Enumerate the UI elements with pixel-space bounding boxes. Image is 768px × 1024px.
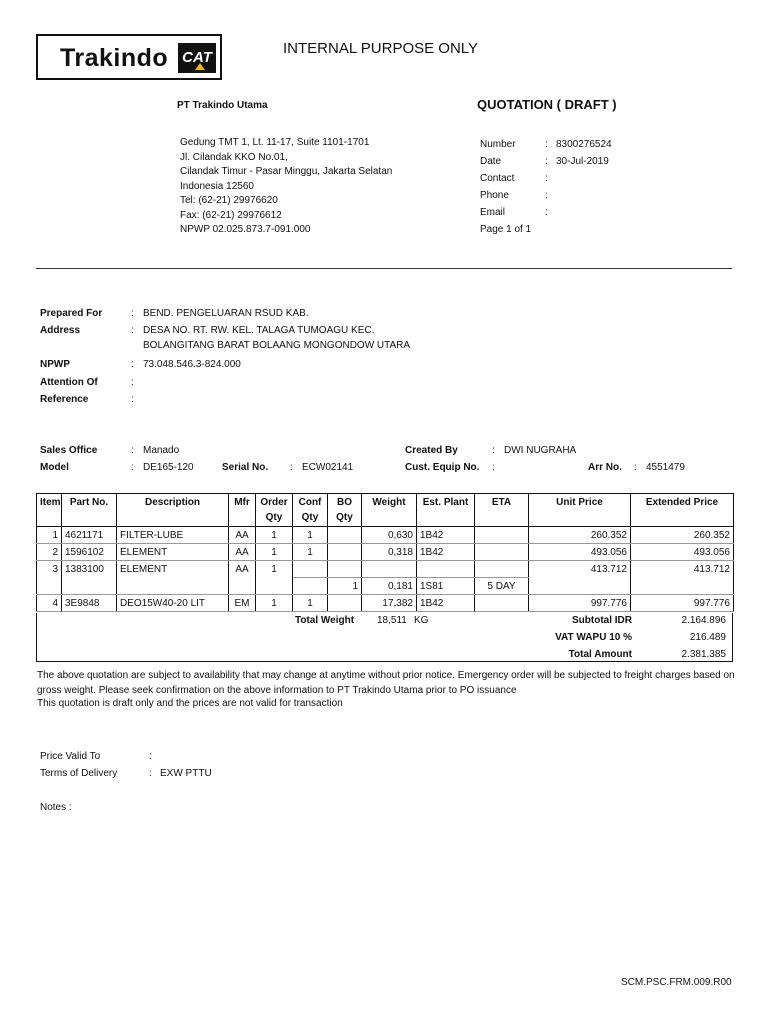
page-indicator: Page 1 of 1 <box>480 224 532 235</box>
customer-address-line2: BOLANGITANG BARAT BOLAANG MONGONDOW UTARA <box>143 340 411 351</box>
col-eta: ETA <box>475 494 529 527</box>
internal-purpose-banner: INTERNAL PURPOSE ONLY <box>283 40 479 57</box>
reference-label: Reference <box>40 394 89 405</box>
arr-no-value: 4551479 <box>646 462 685 473</box>
contact-label: Contact <box>480 173 515 184</box>
table-header-row <box>37 494 734 527</box>
address-line: Gedung TMT 1, Lt. 11-17, Suite 1101-1701 <box>180 137 370 148</box>
customer-address-line1: DESA NO. RT. RW. KEL. TALAGA TUMOAGU KEC. <box>143 325 375 336</box>
col-weight: Weight <box>362 494 417 527</box>
table-row: 2 1596102 ELEMENT AA 1 1 0,318 1B42 493.056 493.056 <box>37 544 734 561</box>
serial-label: Serial No. <box>222 462 269 473</box>
table-row: 4 3E9848 DEO15W40-20 LIT EM 1 1 17,382 1B42 997.776 997.776 <box>37 595 734 612</box>
npwp-value: 73.048.546.3-824.000 <box>143 359 241 370</box>
model-label: Model <box>40 462 69 473</box>
doc-info-values <box>556 136 612 170</box>
weight-unit: KG <box>414 615 429 626</box>
address-line: Cilandak Timur - Pasar Minggu, Jakarta Selatan <box>180 166 393 177</box>
quotation-date: 30-Jul-2019 <box>556 156 609 167</box>
address-line: Indonesia 12560 <box>180 180 254 192</box>
address-line: Jl. Cilandak KKO No.01, <box>180 151 288 163</box>
table-row: 3 1383100 ELEMENT AA 1 413.712 413.712 <box>37 561 734 578</box>
arr-no-label: Arr No. <box>588 462 622 473</box>
delivery-terms-value: EXW PTTU <box>160 768 212 779</box>
subtotal-label: Subtotal IDR <box>572 615 632 626</box>
col-part-no: Part No. <box>62 494 117 527</box>
table-row: 1 4621171 FILTER-LUBE AA 1 1 0,630 1B42 260.352 260.352 <box>37 527 734 544</box>
sales-office-value: Manado <box>143 445 180 456</box>
subtotal-value: 2.164.896 <box>681 615 726 626</box>
attention-label: Attention Of <box>40 377 98 388</box>
draft-note: This quotation is draft only and the prices are not valid for transaction <box>37 698 343 709</box>
address-line: Fax: (62-21) 29976612 <box>180 209 282 221</box>
header-divider <box>36 268 732 269</box>
total-amount-label: Total Amount <box>568 649 632 660</box>
terms-line: The above quotation are subject to availability that may change at anytime without prior notice. Emergency order will be subjected to freight charges based on <box>37 670 735 681</box>
col-est-plant: Est. Plant <box>417 494 475 527</box>
created-by-value: DWI NUGRAHA <box>504 445 577 456</box>
total-amount-value: 2.381.385 <box>681 649 726 660</box>
col-mfr: Mfr <box>229 494 256 527</box>
prepared-for-value: BEND. PENGELUARAN RSUD KAB. <box>143 308 309 319</box>
date-label: Date <box>480 156 502 167</box>
model-value: DE165-120 <box>143 462 194 473</box>
npwp-label: NPWP <box>40 359 70 370</box>
delivery-terms-label: Terms of Delivery <box>40 768 118 779</box>
company-name: PT Trakindo Utama <box>177 100 268 111</box>
quotation-items-table <box>36 493 734 612</box>
cust-equip-label: Cust. Equip No. <box>405 462 480 473</box>
col-order-qty: Order Qty <box>256 494 293 527</box>
address-line: Tel: (62-21) 29976620 <box>180 195 278 206</box>
number-label: Number <box>480 139 516 150</box>
address-line: NPWP 02.025.873.7-091.000 <box>180 224 311 235</box>
prepared-for-label: Prepared For <box>40 308 103 319</box>
col-unit-price: Unit Price <box>529 494 631 527</box>
terms-text <box>37 668 735 698</box>
total-weight-label: Total Weight <box>295 615 355 626</box>
price-valid-label: Price Valid To <box>40 751 101 762</box>
col-item: Item <box>37 494 62 527</box>
logo-text: Trakindo <box>60 44 169 72</box>
form-code: SCM.PSC.FRM.009.R00 <box>621 977 732 988</box>
quotation-number: 8300276524 <box>556 139 612 150</box>
notes-label: Notes : <box>40 802 72 813</box>
col-conf-qty: Conf Qty <box>293 494 328 527</box>
cat-badge-icon: CAT <box>178 43 216 73</box>
phone-label: Phone <box>480 190 509 201</box>
created-by-label: Created By <box>405 445 458 456</box>
trakindo-cat-logo <box>36 34 222 80</box>
address-label: Address <box>40 325 81 336</box>
col-bo-qty: BO Qty <box>328 494 362 527</box>
serial-value: ECW02141 <box>302 462 354 473</box>
company-address <box>180 136 392 238</box>
sales-office-label: Sales Office <box>40 445 98 456</box>
email-label: Email <box>480 207 506 218</box>
col-description: Description <box>117 494 229 527</box>
totals-box <box>36 613 733 662</box>
vat-label: VAT WAPU 10 % <box>555 632 632 643</box>
document-title: QUOTATION ( DRAFT ) <box>477 97 617 112</box>
col-extended-price: Extended Price <box>631 494 734 527</box>
table-row-backorder: 1 0,181 1S81 5 DAY <box>37 578 734 595</box>
doc-info-labels <box>480 136 531 238</box>
terms-line: gross weight. Please seek confirmation on the above information to PT Trakindo Utama prior to PO issuance <box>37 685 517 696</box>
vat-value: 216.489 <box>689 632 726 643</box>
doc-info-colons: : : : : : <box>545 139 548 218</box>
total-weight-value: 18,511 <box>377 615 407 626</box>
